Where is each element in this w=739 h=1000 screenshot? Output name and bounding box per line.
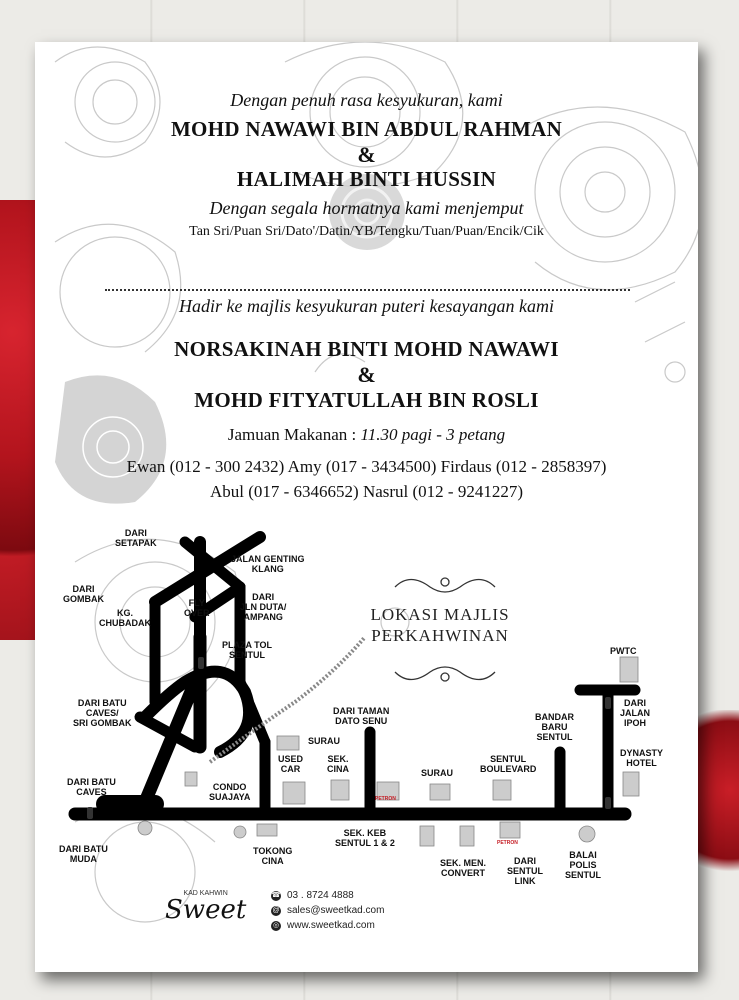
label-petron-2: PETRON xyxy=(497,840,518,846)
contact-persons-line1: Ewan (012 - 300 2432) Amy (017 - 3434500) Firdaus (012 - 2858397) xyxy=(126,457,607,476)
ampersand-hosts: & xyxy=(357,142,376,167)
host-father-name: MOHD NAWAWI BIN ABDUL RAHMAN xyxy=(170,117,563,141)
label-sek-cina: SEK. CINA xyxy=(327,754,349,774)
label-pwtc: PWTC xyxy=(610,646,637,656)
contact-website-row xyxy=(271,918,384,933)
label-surau-2: SURAU xyxy=(421,768,454,778)
label-genting-klang: JALAN GENTING KLANG xyxy=(231,554,305,574)
groom-name: MOHD FITYATULLAH BIN ROSLI xyxy=(194,388,539,412)
label-kg-chubadak: KG. CHUBADAK xyxy=(99,608,151,628)
brand-tagline: KAD KAHWIN xyxy=(183,890,228,897)
label-batu-muda: DARI BATU MUDA xyxy=(59,844,108,864)
globe-icon: ◎ xyxy=(272,921,280,929)
invitation-card xyxy=(35,42,698,972)
label-balai-polis: BALAI POLIS SENTUL xyxy=(565,850,601,880)
honorific-titles: Tan Sri/Puan Sri/Dato'/Datin/YB/Tengku/Tuan/Puan/Encik/Cik xyxy=(189,224,544,239)
brand-contacts xyxy=(271,888,384,933)
label-sek-keb-sentul: SEK. KEB SENTUL 1 & 2 xyxy=(335,828,395,848)
ampersand-couple: & xyxy=(357,362,376,387)
label-bandar-baru-sentul: BANDAR BARU SENTUL xyxy=(535,712,574,742)
label-batu-caves: DARI BATU CAVES xyxy=(67,777,116,797)
label-sentul-boulevard: SENTUL BOULEVARD xyxy=(480,754,537,774)
label-sentul-link: DARI SENTUL LINK xyxy=(507,856,543,886)
contact-persons-line2: Abul (017 - 6346652) Nasrul (012 - 9241227) xyxy=(209,482,524,501)
brand-phone: 03 . 8724 4888 xyxy=(287,890,354,901)
invite-line: Dengan segala hormatnya kami menjemput xyxy=(209,198,524,218)
map-title-line1: LOKASI MAJLIS xyxy=(370,605,510,624)
label-batu-caves-gombak: DARI BATU CAVES/ SRI GOMBAK xyxy=(73,698,132,728)
contact-phone-row xyxy=(271,888,384,903)
label-plaza-tol: PLAZA TOL SENTUL xyxy=(222,640,272,660)
label-gombak: DARI GOMBAK xyxy=(63,584,104,604)
brand-email[interactable]: sales@sweetkad.com xyxy=(287,905,385,916)
phone-icon: ☎ xyxy=(271,891,281,899)
label-dynasty-hotel: DYNASTY HOTEL xyxy=(620,748,664,768)
contact-email-row xyxy=(271,903,384,918)
red-carnation-right xyxy=(694,710,739,910)
label-jln-duta: DARI JLN DUTA/ AMPANG xyxy=(240,592,287,622)
label-tokong-cina: TOKONG CINA xyxy=(253,846,293,866)
email-icon: @ xyxy=(272,906,280,914)
label-flyover: FLY OVER xyxy=(184,598,210,618)
label-condo-suajaya: CONDO SUAJAYA xyxy=(209,782,251,802)
meal-label: Jamuan Makanan : xyxy=(227,425,357,444)
brand-name: Sweet xyxy=(165,895,247,925)
meal-time: 11.30 pagi - 3 petang xyxy=(360,425,506,444)
attend-line: Hadir ke majlis kesyukuran puteri kesayangan kami xyxy=(179,296,554,316)
bride-name: NORSAKINAH BINTI MOHD NAWAWI xyxy=(174,337,559,361)
label-sek-men-convert: SEK. MEN. CONVERT xyxy=(440,858,487,878)
label-taman-dato-senu: DARI TAMAN DATO SENU xyxy=(333,706,390,726)
label-used-car: USED CAR xyxy=(278,754,304,774)
map-title-line2: PERKAHWINAN xyxy=(371,626,509,645)
map-title xyxy=(365,604,515,646)
label-surau-1: SURAU xyxy=(308,736,341,746)
brand-website[interactable]: www.sweetkad.com xyxy=(287,920,375,931)
label-setapak: DARI SETAPAK xyxy=(115,528,157,548)
greeting-text: Dengan penuh rasa kesyukuran, kami xyxy=(230,90,503,110)
label-jalan-ipoh: DARI JALAN IPOH xyxy=(620,698,651,728)
brand-logo xyxy=(165,890,246,923)
road-network xyxy=(75,537,635,814)
host-mother-name: HALIMAH BINTI HUSSIN xyxy=(236,167,497,191)
label-petron-1: PETRON xyxy=(375,796,396,802)
